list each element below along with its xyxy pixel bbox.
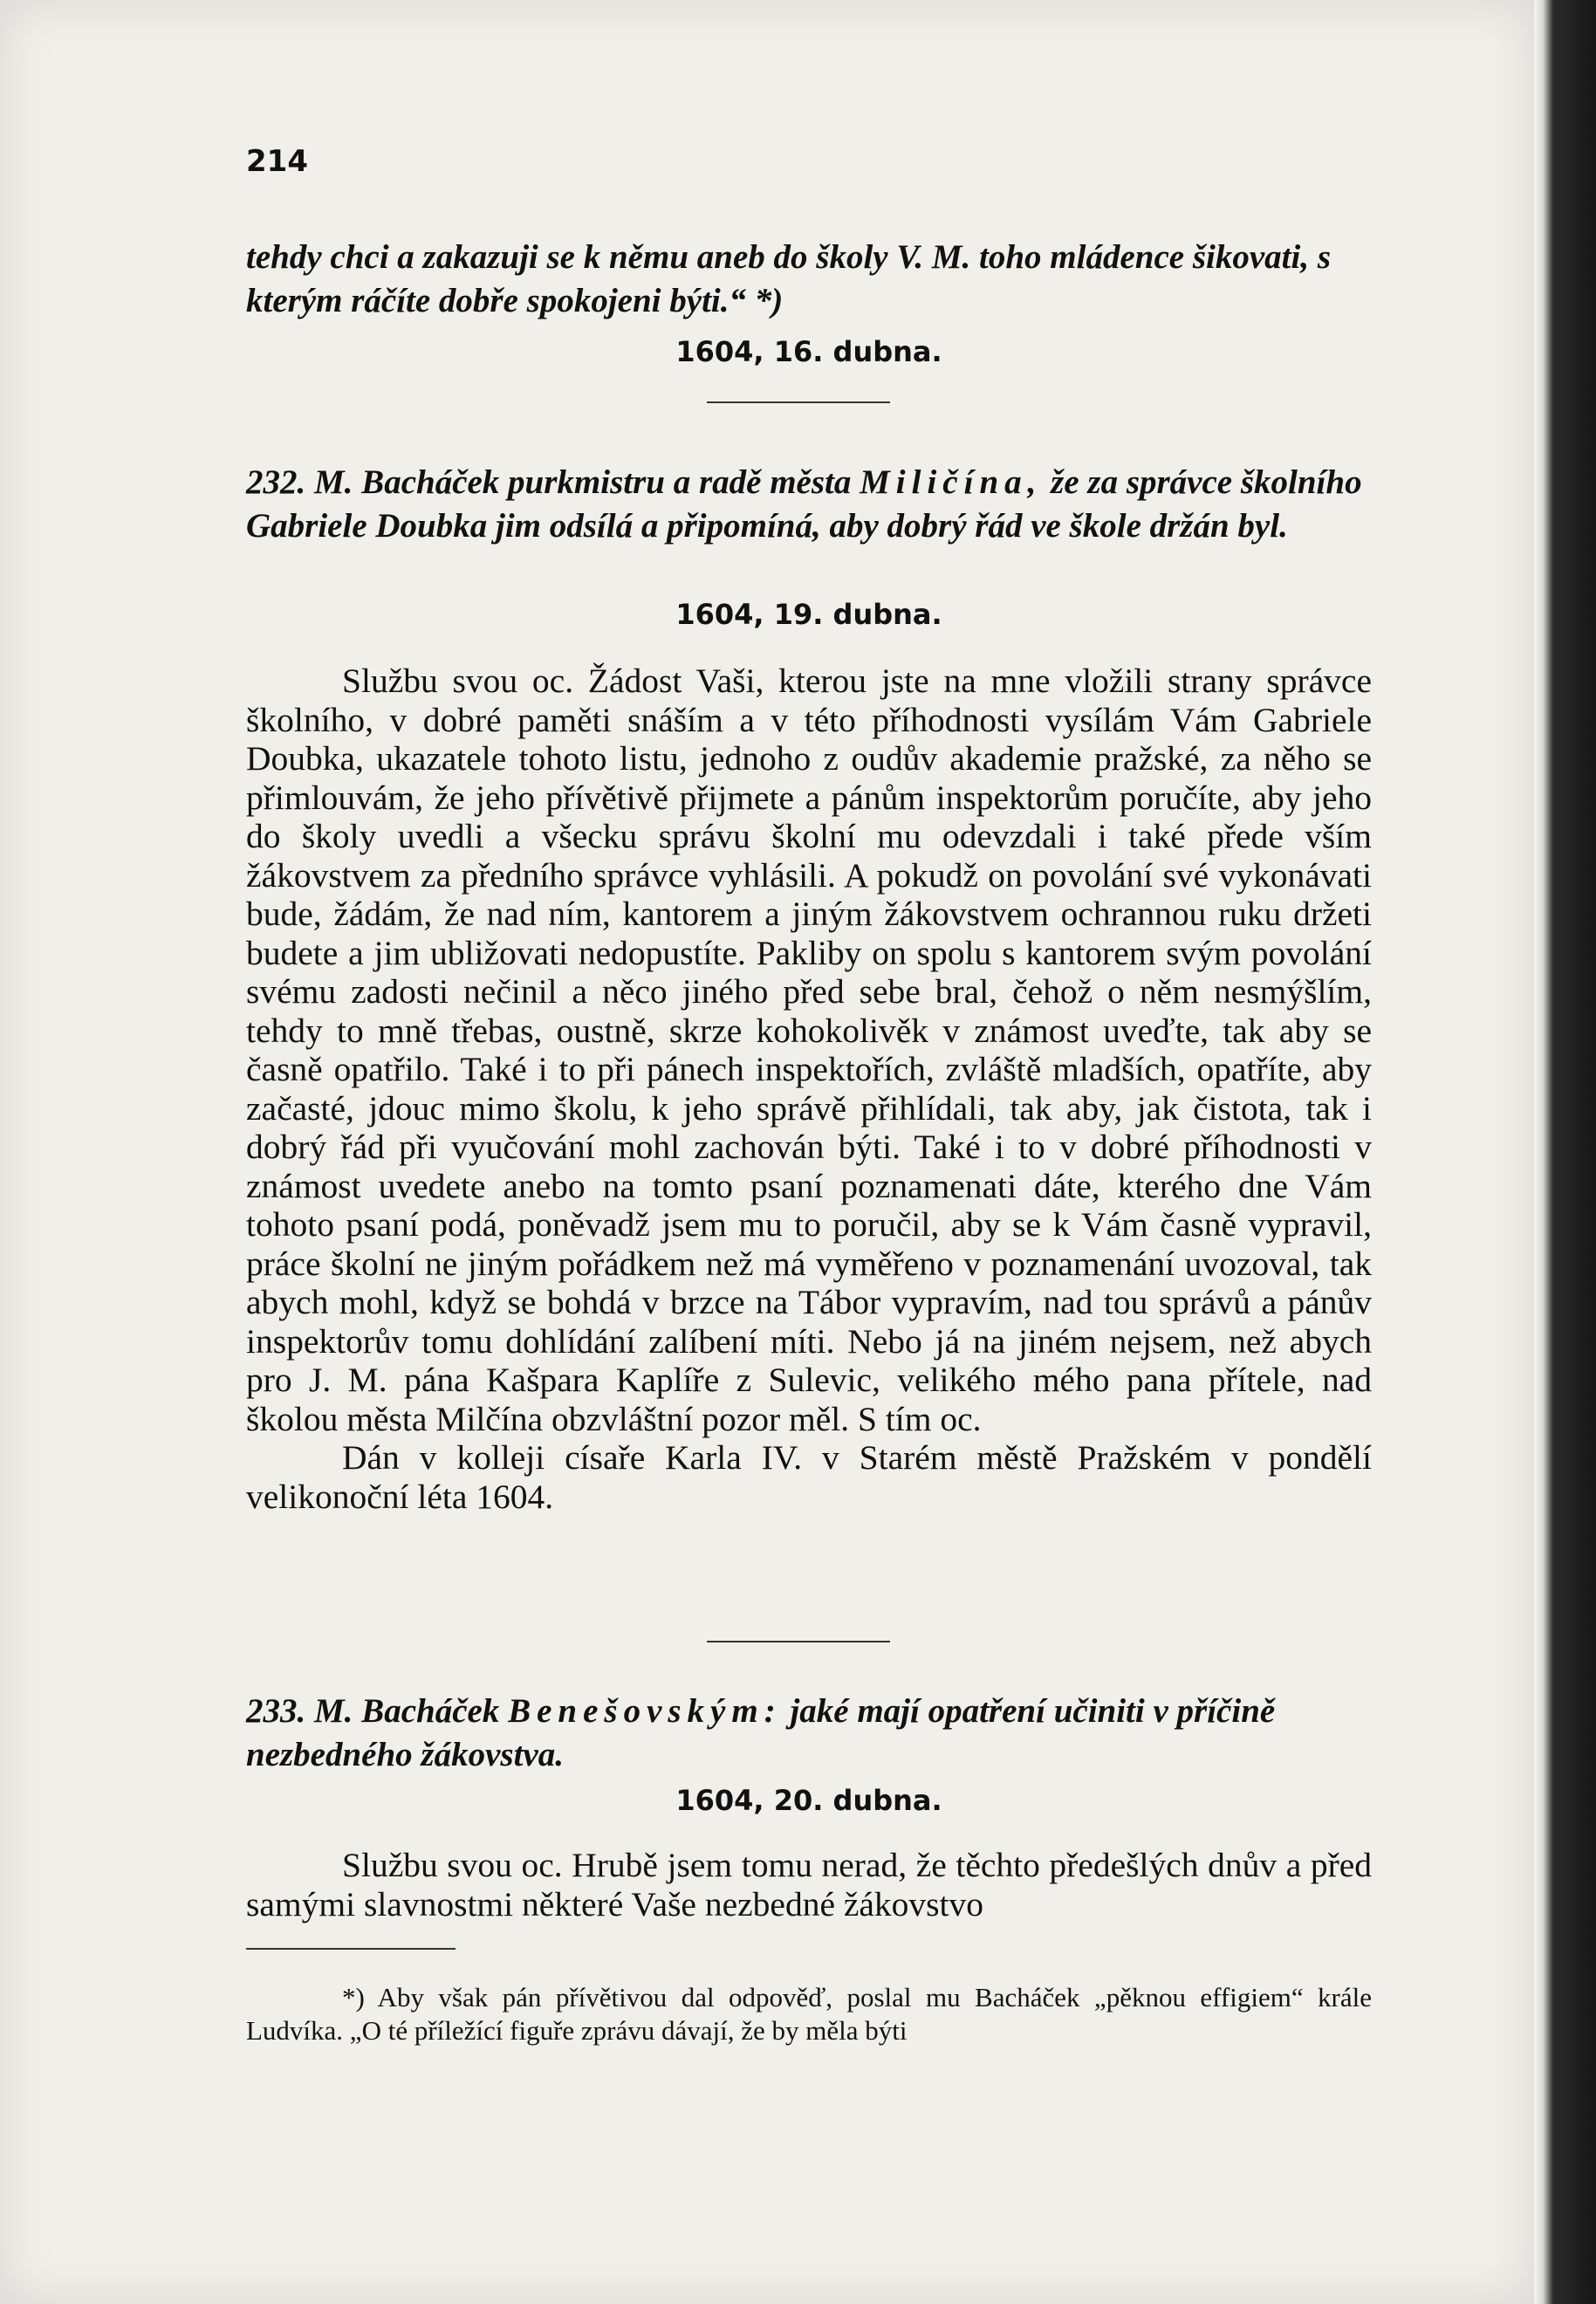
letter-232-number: 232. [246, 463, 306, 501]
section-divider [707, 1641, 890, 1642]
letter-232-heading-end: že za správce školního Gabriele Doubka jim odsílá a připomíná, aby dobrý řád ve škole držán byl. [246, 463, 1362, 545]
continuation-text: tehdy chci a zakazuji se k němu aneb do školy V. M. toho mládence šikovati, s kterým ráčíte dobře spokojeni býti.“ *) [246, 238, 1331, 319]
footnote-text: *) Aby však pán přívětivou dal odpověď, poslal mu Bacháček „pěknou effigiem“ krále Ludvíka. „O té příležící figuře zprávu dávají, že by měla býti [246, 1982, 1372, 2046]
section-divider [707, 401, 890, 403]
letter-233-heading-start: M. Bacháček [314, 1692, 500, 1730]
letter-233-number: 233. [246, 1692, 306, 1730]
page-number: 214 [246, 144, 308, 179]
letter-233-heading [246, 1690, 1372, 1777]
letter-232-body [246, 662, 1372, 1516]
footnote-divider [246, 1948, 456, 1950]
footnote [246, 1981, 1372, 2047]
letter-233-paragraph: Službu svou oc. Hrubě jsem tomu nerad, že těchto předešlých dnův a před samými slavnostmi některé Vaše nezbedné žákovstvo [246, 1846, 1372, 1923]
letter-232-recipient: Miličína, [860, 463, 1043, 501]
letter-233-recipient: Benešovským: [508, 1692, 782, 1730]
letter-232-heading-start: M. Bacháček purkmistru a radě města [314, 463, 852, 501]
page-edge-shadow [1534, 0, 1596, 2304]
letter-233-heading-end: jaké mají opatření učiniti v příčině nezbedného žákovstva. [246, 1692, 1276, 1773]
letter-232-closing: Dán v kolleji císaře Karla IV. v Starém městě Pražském v pondělí velikonoční léta 1604. [246, 1438, 1372, 1516]
letter-232-paragraph: Službu svou oc. Žádost Vaši, kterou jste na mne vložili strany správce školního, v dobré paměti snáším a v této příhodnosti vysílám Vám Gabriele Doubka, ukazatele tohoto listu, jednoho z oudův akademie pražské, za něho se přimlouvám, že jeho přívětivě přijmete a pánům inspektorům poručíte, aby jeho do školy uvedli a všecku správu školní mu odevzdali i také přede vším žákovstvem za předního správce vyhlásili. A pokudž on povolání své vykonávati bude, žádám, že nad ním, kantorem a jiným žákovstvem ochrannou ruku držeti budete a jim ubližovati nedopustíte. Pakliby on spolu s kantorem svým povolání svému zadosti nečinil a něco jiného před sebe bral, čehož o něm nesmýšlím, tehdy to mně třebas, oustně, skrze kohokolivěk v známost uveďte, tak aby se časně opatřilo. Také i to při pánech inspektořích, zvláště mladších, opatříte, aby začasté, jdouc mimo školu, k jeho správě přihlídali, tak aby, jak čistota, tak i dobrý řád při vyučování mohl zachován býti. Také i to v dobré příhodnosti v známost uvedete anebo na tomto psaní poznamenati dáte, kterého dne Vám tohoto psaní podá, poněvadž jsem mu to poručil, aby se k Vám časně vypravil, práce školní ne jiným pořádkem než má vyměřeno v poznamenání uvozoval, tak abych mohl, když se bohdá v brzce na Tábor vypravím, nad tou správů a pánův inspektorův tomu dohlídání zalíbení míti. Nebo já na jiném nejsem, než abych pro J. M. pána Kašpara Kaplíře z Sulevic, velikého mého pana přítele, nad školou města Milčína obzvláštní pozor měl. S tím oc. [246, 662, 1372, 1438]
letter-232-date: 1604, 19. dubna. [675, 598, 942, 631]
letter-233-date: 1604, 20. dubna. [675, 1784, 942, 1817]
letter-233-body [246, 1846, 1372, 1923]
letter-232-heading [246, 461, 1372, 548]
continuation-date: 1604, 16. dubna. [675, 335, 942, 368]
